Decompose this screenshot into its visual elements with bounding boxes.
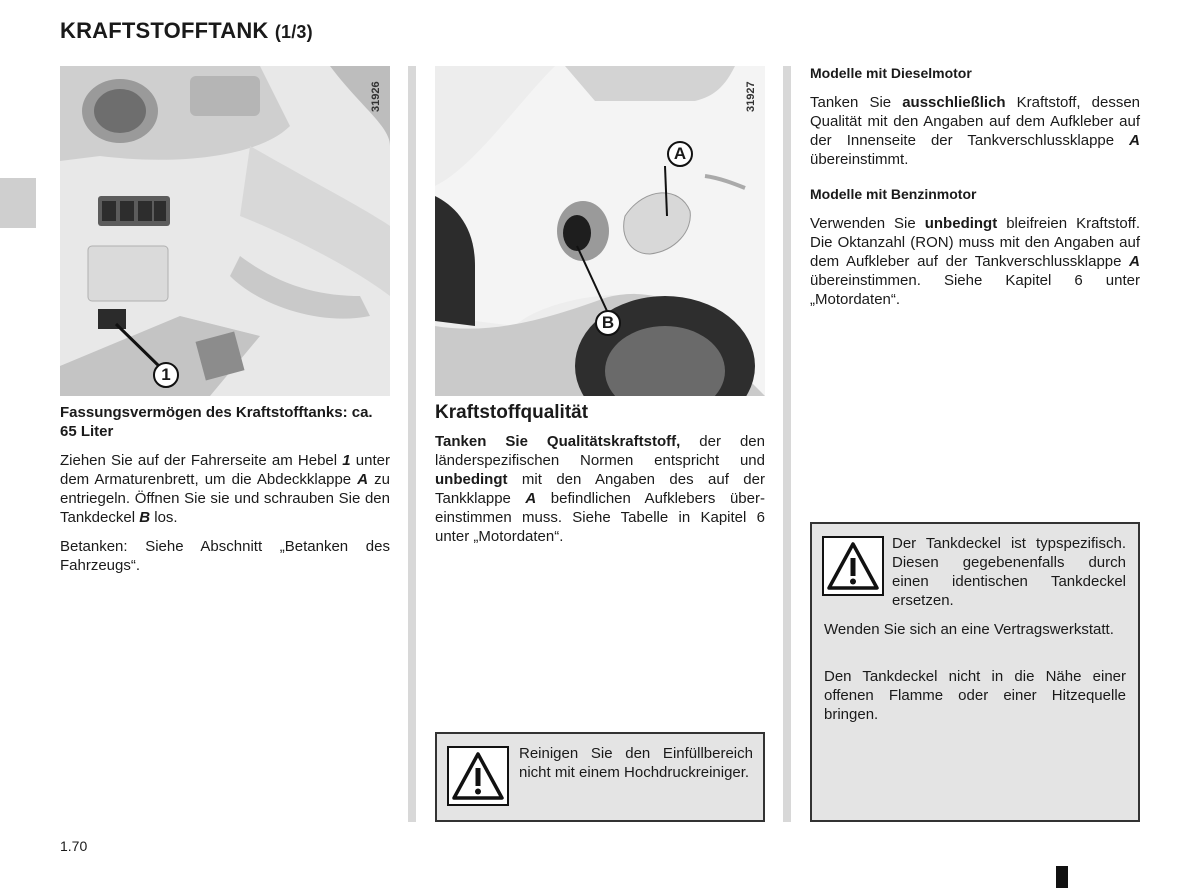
refuelling-reference: Betanken: Siehe Abschnitt „Betanken des Fahrzeugs“. bbox=[60, 538, 390, 574]
ref-a: A bbox=[1129, 253, 1140, 270]
warning-contact-dealer: Wenden Sie sich an eine Vertragswerkstatt. bbox=[824, 621, 1114, 638]
warning-flame: Den Tankdeckel nicht in die Nähe einer offenen Flamme oder einer Hitzequelle bringen. bbox=[824, 668, 1126, 723]
page-title-part: (1/3) bbox=[274, 22, 313, 42]
column-3 bbox=[810, 64, 1140, 319]
text-run: der den länderspezifischen Normen entspricht und bbox=[435, 433, 765, 469]
page-title-text: KRAFTSTOFFTANK bbox=[60, 18, 269, 43]
petrol-heading: Modelle mit Benzinmotor bbox=[810, 186, 977, 202]
fuel-quality-text bbox=[435, 432, 765, 546]
text-run: mit den Angaben des auf der Tankklappe bbox=[435, 471, 765, 507]
ref-a: A bbox=[357, 471, 369, 488]
text-run: los. bbox=[150, 509, 178, 526]
figure-dashboard-lever bbox=[60, 66, 390, 396]
text-run: bleifreien Kraftstoff. Die Oktanzahl (RON) muss mit den Angaben auf dem Aufkleber auf der Tankverschlussklappe bbox=[810, 215, 1140, 270]
page-title bbox=[60, 18, 313, 44]
fuel-flap-illustration bbox=[435, 66, 765, 396]
text-run: Ziehen Sie auf der Fahrerseite am Hebel bbox=[60, 452, 343, 469]
text-run: übereinstimmt. bbox=[810, 151, 909, 168]
tank-capacity-heading: Fassungsvermögen des Kraftstofftanks: ca. 65 Liter bbox=[60, 404, 373, 440]
text-bold: ausschließlich bbox=[902, 94, 1006, 111]
text-bold: unbedingt bbox=[435, 471, 508, 488]
warning-box-cleaning bbox=[435, 732, 765, 822]
dashboard-illustration bbox=[60, 66, 390, 396]
text-run: übereinstimmen. Siehe Kapitel 6 unter „Motordaten“. bbox=[810, 272, 1140, 308]
text-run: Kraftstoff, dessen Qualität mit den Angaben auf dem Aufkleber auf der Innenseite der Tankverschlussklappe bbox=[810, 94, 1141, 149]
column-divider-left bbox=[408, 66, 416, 822]
figure-ref-31927: 31927 bbox=[745, 81, 757, 112]
warning-box-tank-cap bbox=[810, 522, 1140, 822]
text-run: unter dem Armaturenbrett, um die Abdeckklappe bbox=[60, 452, 390, 488]
callout-1: 1 bbox=[153, 362, 179, 388]
warning-triangle-icon bbox=[447, 746, 509, 811]
callout-b: B bbox=[595, 310, 621, 336]
lever-instructions bbox=[60, 451, 390, 527]
warning-cleaning-text: Reinigen Sie den Einfüllbereich nicht mit einem Hochdruckreiniger. bbox=[519, 745, 753, 781]
fuel-quality-heading: Kraftstoffqualität bbox=[435, 402, 589, 423]
text-run: Tanken Sie bbox=[810, 94, 903, 111]
column-1 bbox=[60, 403, 390, 585]
ref-a: A bbox=[1129, 132, 1140, 149]
text-run: befindlichen Aufklebers übereinstimmen muss. Siehe Tabelle in Kapitel 6 unter „Motordaten“. bbox=[435, 490, 765, 545]
diesel-heading: Modelle mit Dieselmotor bbox=[810, 65, 972, 81]
page-edge-marker bbox=[1056, 866, 1068, 888]
chapter-tab bbox=[0, 178, 36, 228]
column-2 bbox=[435, 403, 765, 556]
page-number: 1.70 bbox=[60, 838, 88, 854]
ref-b: B bbox=[139, 509, 151, 526]
callout-a: A bbox=[667, 141, 693, 167]
text-bold: Tanken Sie Qualitätskraftstoff, bbox=[435, 433, 681, 450]
figure-ref-31926: 31926 bbox=[370, 81, 382, 112]
text-run: zu entriegeln. Öffnen Sie sie und schrauben Sie den Tankdeckel bbox=[60, 471, 390, 526]
ref-1: 1 bbox=[342, 452, 351, 469]
petrol-text bbox=[810, 214, 1140, 309]
text-bold: unbedingt bbox=[924, 215, 998, 232]
warning-cap-specific: Der Tankdeckel ist typspezifisch. Diesen gegebenenfalls durch einen identischen Tankdeckel ersetzen. bbox=[892, 535, 1126, 609]
diesel-text bbox=[810, 93, 1140, 169]
figure-fuel-flap bbox=[435, 66, 765, 396]
column-divider-right bbox=[783, 66, 791, 822]
ref-a: A bbox=[525, 490, 537, 507]
text-run: Verwenden Sie bbox=[810, 215, 925, 232]
warning-triangle-icon bbox=[822, 536, 884, 601]
